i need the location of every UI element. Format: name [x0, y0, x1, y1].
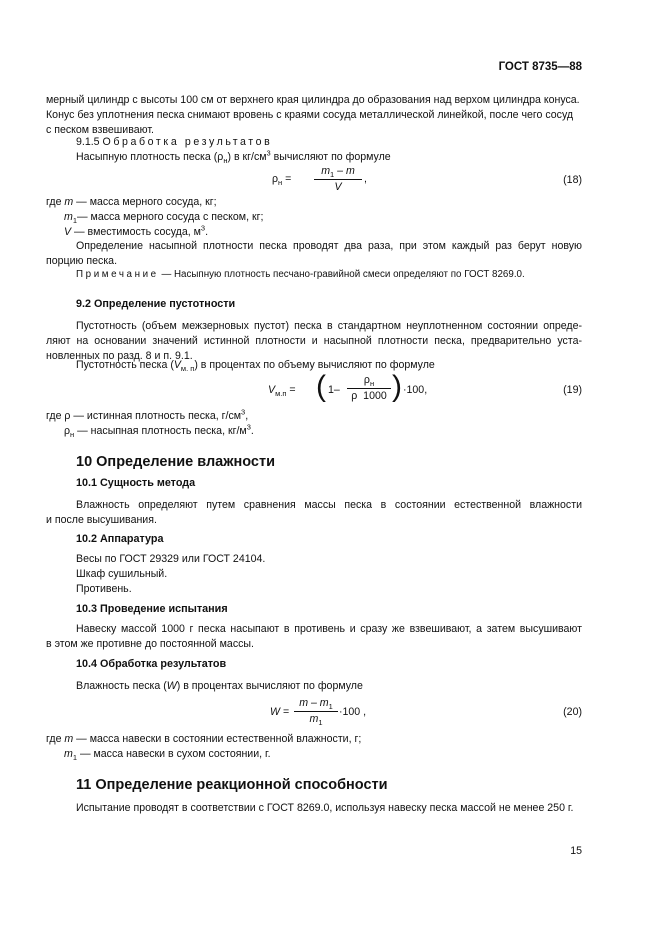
paragraph-line: Весы по ГОСТ 29329 или ГОСТ 24104. — [76, 553, 266, 565]
where-line: где m — масса навески в состоянии естественной влажности, г; — [46, 733, 362, 745]
formula-20-fraction — [294, 696, 338, 727]
right-parenthesis: ) — [392, 370, 402, 403]
formula-19-one-minus: 1– — [328, 384, 340, 396]
formula-intro: Пустотность песка $(V_{м. п})$ в процентах по объему вычисляют по формуле — [76, 359, 435, 374]
where-line: $m_1$ — масса навески в сухом состоянии, г. — [64, 748, 271, 763]
paragraph-line: мерный цилиндр с высоты 100 см от верхнего края цилиндра до образования над верхом цилиндра конуса. — [46, 94, 580, 106]
paragraph-line: Навеску массой 1000 г песка насыпают в противень и сразу же взвешивают, а затем высушивают — [76, 623, 582, 635]
formula-18-tail: , — [364, 173, 367, 185]
note-text: — Насыпную плотность песчано-гравийной смеси определяют по ГОСТ 8269.0. — [158, 269, 525, 280]
formula-intro: Влажность песка (W) в процентах вычисляют по формуле — [76, 680, 363, 692]
where-line: $\rho_н$ — насыпная плотность песка, $кг/м^3$. — [64, 422, 254, 440]
section-heading: 9.2 Определение пустотности — [76, 298, 236, 310]
paragraph-line: в этом же противне до постоянной массы. — [46, 638, 254, 650]
chapter-heading: 10 Определение влажности — [76, 454, 276, 470]
formula-19-tail: ·100, — [403, 384, 428, 396]
formula-intro: Насыпную плотность песка $(\rho_н)$ в $кг/см^3$ вычисляют по формуле — [76, 148, 391, 166]
formula-18-fraction — [314, 164, 362, 195]
paragraph-line: новленных по разд. 8 и п. 9.1. — [46, 350, 193, 362]
item-number: 9.1.5 — [76, 136, 100, 148]
fraction-denominator: V — [334, 181, 342, 193]
paragraph-line: с песком взвешивают. — [46, 124, 154, 136]
formula-20-number: (20) — [563, 706, 582, 718]
where-line: где ρ — истинная плотность песка, $г/см^3$, — [46, 407, 249, 422]
where-line: V — вместимость сосуда, $м^3$. — [64, 223, 209, 238]
paragraph-line: Конус без уплотнения песка снимают вровень с краями сосуда металлической линейкой, после чего сосуд — [46, 109, 574, 121]
paragraph-line: Пустотность (объем межзерновых пустот) песка в стандартном неуплотненном состоянии опреде- — [76, 320, 582, 332]
where-line: где m — масса мерного сосуда, кг; — [46, 196, 217, 208]
paragraph-line: и после высушивания. — [46, 514, 157, 526]
paragraph-line: Испытание проводят в соответствии с ГОСТ 8269.0, используя навеску песка массой не менее 250 г. — [76, 802, 574, 814]
paragraph-line: ляют на основании значений истинной плотности и насыпной плотности песка, предварительно уста- — [46, 335, 582, 347]
paragraph-line: порцию песка. — [46, 255, 118, 267]
note — [76, 267, 525, 283]
formula-19-number: (19) — [563, 384, 582, 396]
fraction-denominator: $m_1$ — [309, 713, 323, 728]
section-heading: 10.1 Сущность метода — [76, 477, 196, 489]
item-title: Обработка результатов — [102, 136, 273, 148]
page-number: 15 — [570, 845, 582, 857]
paragraph-line: Шкаф сушильный. — [76, 568, 168, 580]
fraction-numerator: $m_1$ – m — [314, 164, 362, 180]
formula-19-lhs: $V_{м.п}$ = — [268, 384, 296, 399]
paragraph-line: Противень. — [76, 583, 132, 595]
section-heading: 10.2 Аппаратура — [76, 533, 164, 545]
document-header: ГОСТ 8735—88 — [498, 61, 582, 73]
note-label: Примечание — [76, 269, 159, 280]
section-heading: 10.4 Обработка результатов — [76, 658, 227, 670]
fraction-numerator: $\rho_н$ — [347, 373, 391, 389]
fraction-numerator: m – $m_1$ — [294, 696, 338, 712]
chapter-heading: 11 Определение реакционной способности — [76, 777, 388, 793]
paragraph-line: Влажность определяют путем сравнения массы песка в состоянии естественной влажности — [76, 499, 582, 511]
where-line: $m_1—$ масса мерного сосуда с песком, кг; — [64, 211, 264, 226]
formula-18-number: (18) — [563, 174, 582, 186]
formula-18-lhs: $\rho_н$ = — [272, 173, 292, 188]
formula-19-fraction — [347, 373, 391, 404]
formula-20-lhs: W = — [270, 706, 290, 718]
left-parenthesis: ( — [316, 370, 326, 403]
section-heading: 10.3 Проведение испытания — [76, 603, 228, 615]
fraction-denominator: ρ 1000 — [351, 390, 387, 402]
paragraph-line: Определение насыпной плотности песка проводят два раза, при этом каждый раз берут новую — [76, 240, 582, 252]
formula-20-tail: ·100 , — [339, 706, 367, 718]
